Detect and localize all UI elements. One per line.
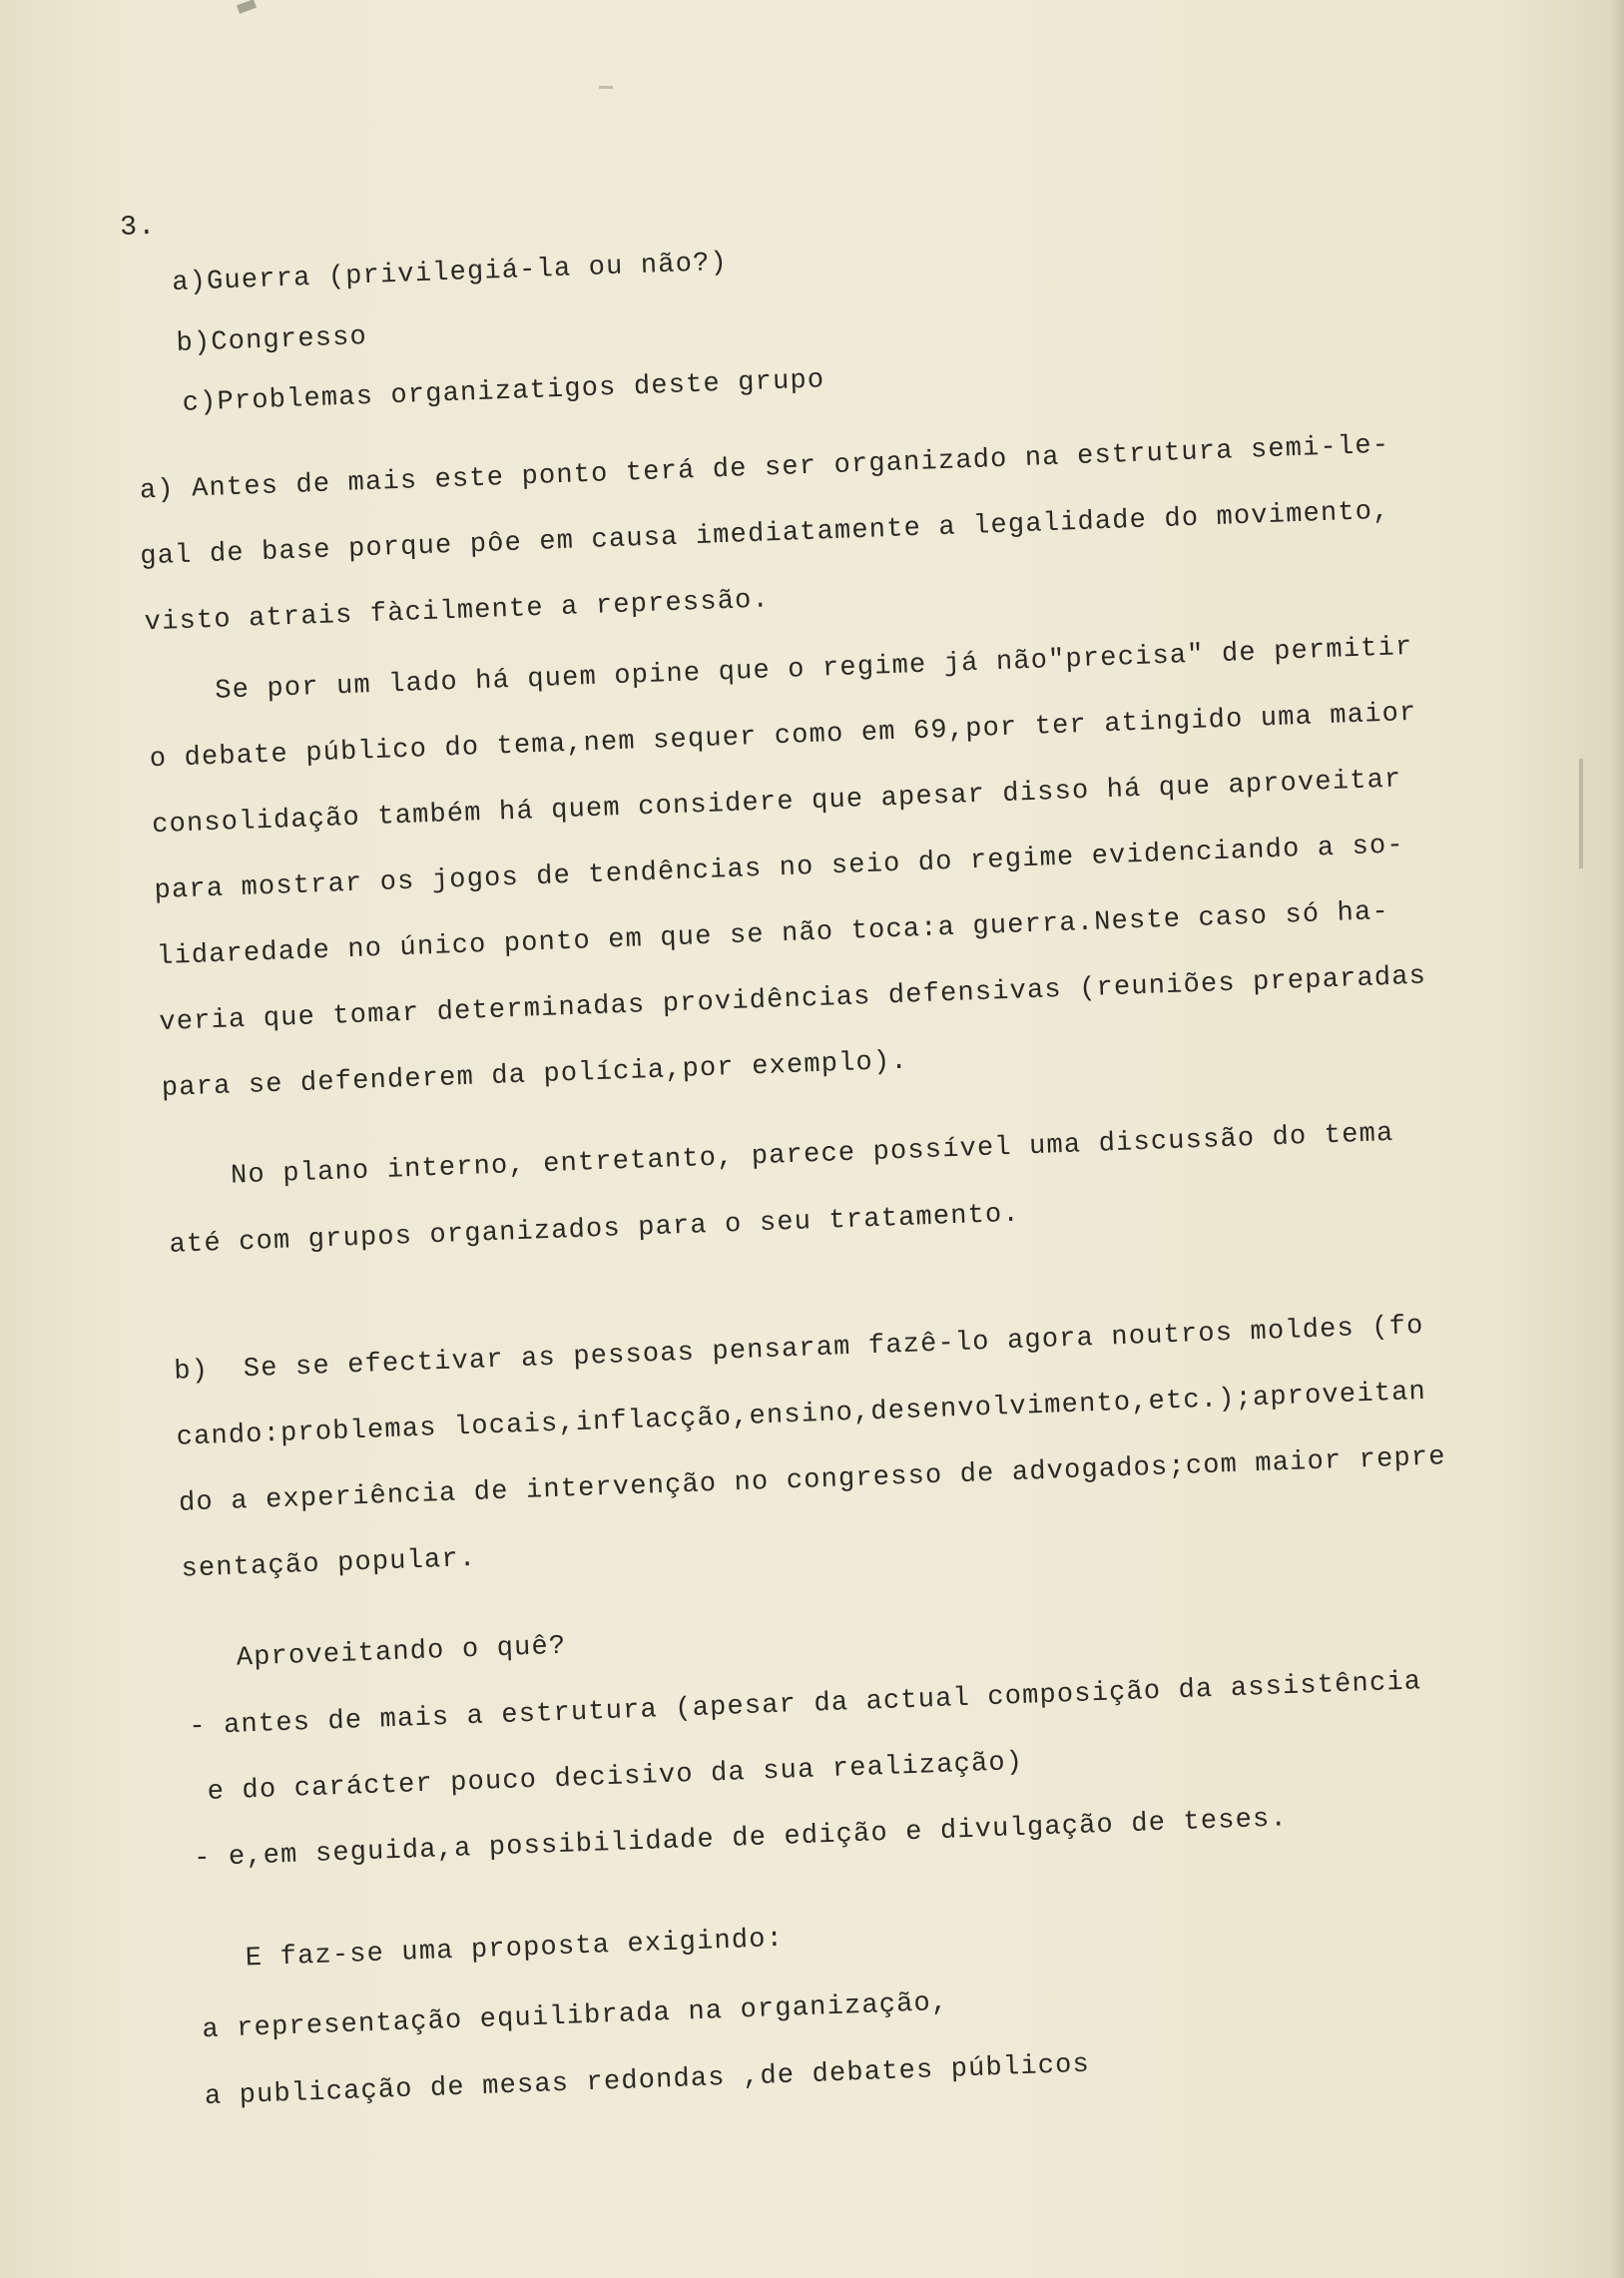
paragraph-line: para mostrar os jogos de tendências no seio do regime evidenciando a so-: [154, 831, 1405, 907]
paragraph-line: sentação popular.: [181, 1543, 477, 1585]
bullet-line: - e,em seguida,a possibilidade de edição e divulgação de teses.: [193, 1804, 1289, 1875]
question-line: Aproveitando o quê?: [236, 1631, 567, 1674]
paragraph-line: do a experiência de intervenção no congresso de advogados;com maior repre: [178, 1442, 1447, 1519]
topic-item: b)Congresso: [176, 322, 368, 359]
paragraph-line: No plano interno, entretanto, parece possível uma discussão do tema: [230, 1118, 1394, 1192]
paragraph-line: até com grupos organizados para o seu tratamento.: [169, 1199, 1021, 1261]
paragraph-line: a) Antes de mais este ponto terá de ser organizado na estrutura semi-le-: [139, 430, 1390, 507]
proposal-item: a representação equilibrada na organização,: [201, 1988, 949, 2046]
paragraph-line: lidaredade no único ponto em que se não toca:a guerra.Neste caso só ha-: [156, 896, 1390, 973]
topic-item: c)Problemas organizatigos deste grupo: [182, 365, 825, 419]
proposal-intro: E faz-se uma proposta exigindo:: [245, 1924, 785, 1975]
paragraph-line: consolidação também há quem considere que apesar disso há que aproveitar: [151, 765, 1402, 842]
paragraph-line: visto atrais fàcilmente a repressão.: [144, 585, 771, 639]
paragraph-line: Se por um lado há quem opine que o regime já não"precisa" de permitir: [214, 632, 1413, 707]
paragraph-line: veria que tomar determinadas providências defensivas (reuniões preparadas: [158, 961, 1427, 1039]
paragraph-line: o debate público do tema,nem sequer como em 69,por ter atingido uma maior: [149, 698, 1417, 776]
bullet-line: - antes de mais a estrutura (apesar da actual composição da assistência: [188, 1667, 1422, 1743]
bullet-line: e do carácter pouco decisivo da sua realização): [207, 1747, 1024, 1808]
paragraph-line: para se defenderem da polícia,por exemplo).: [161, 1046, 909, 1105]
topic-item: a)Guerra (privilegiá-la ou não?): [171, 248, 729, 299]
paragraph-line: gal de base porque pôe em causa imediatamente a legalidade do movimento,: [139, 496, 1391, 573]
page-number: 3.: [119, 211, 157, 244]
paragraph-line: b) Se se efectivar as pessoas pensaram fazê-lo agora noutros moldes (fo: [173, 1311, 1425, 1388]
proposal-item: a publicação de mesas redondas ,de debates públicos: [204, 2049, 1091, 2113]
paragraph-line: cando:problemas locais,inflacção,ensino,desenvolvimento,etc.);aproveitan: [176, 1377, 1427, 1453]
